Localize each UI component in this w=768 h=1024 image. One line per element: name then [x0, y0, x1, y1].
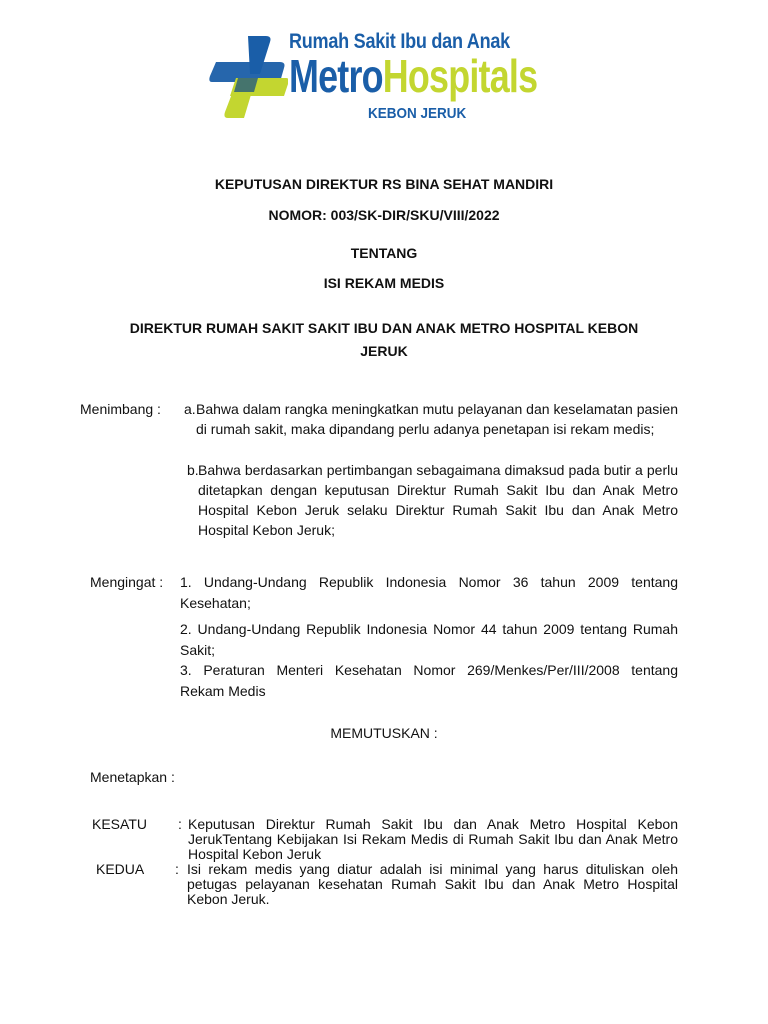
- mengingat-item-2: 2. Undang-Undang Republik Indonesia Nomor 44 tahun 2009 tentang Rumah Sakit;: [180, 621, 678, 658]
- kedua-label: KEDUA: [96, 861, 145, 877]
- logo-wordmark: [289, 49, 537, 103]
- decree-title: KEPUTUSAN DIREKTUR RS BINA SEHAT MANDIRI: [214, 176, 554, 192]
- mengingat-item-1: 1. Undang-Undang Republik Indonesia Nomor 36 tahun 2009 tentang Kesehatan;: [180, 574, 678, 611]
- logo-location: KEBON JERUK: [368, 105, 467, 122]
- director-line1: DIREKTUR RUMAH SAKIT SAKIT IBU DAN ANAK METRO HOSPITAL KEBON: [129, 320, 639, 336]
- menetapkan-label: Menetapkan :: [90, 769, 175, 785]
- director-line2: JERUK: [360, 343, 408, 359]
- logo-tagline: Rumah Sakit Ibu dan Anak: [289, 30, 510, 53]
- decree-number: NOMOR: 003/SK-DIR/SKU/VIII/2022: [268, 207, 500, 223]
- kesatu-label: KESATU: [92, 816, 147, 832]
- cross-logo-icon: [208, 34, 288, 120]
- kedua-colon: :: [175, 861, 179, 877]
- memutuskan-heading: MEMUTUSKAN :: [330, 725, 438, 741]
- kesatu-colon: :: [178, 816, 182, 832]
- menimbang-b-text: Bahwa berdasarkan pertimbangan sebagaimana dimaksud pada butir a perlu ditetapkan dengan keputusan Direktur Rumah Sakit Ibu dan Anak Metro Hospital Kebon Jeruk selaku Direktur Rumah Sakit Ibu dan Anak Metro Hospital Kebon Jeruk;: [198, 462, 678, 538]
- tentang-heading: TENTANG: [350, 245, 418, 261]
- logo-hospitals: Hospitals: [382, 50, 538, 102]
- menimbang-label: Menimbang :: [80, 401, 161, 417]
- kesatu-text: Keputusan Direktur Rumah Sakit Ibu dan Anak Metro Hospital Kebon JerukTentang Kebijakan Isi Rekam Medis di Rumah Sakit Ibu dan Anak Metro Hospital Kebon Jeruk: [188, 816, 678, 862]
- menimbang-a-text: Bahwa dalam rangka meningkatkan mutu pelayanan dan keselamatan pasien di rumah sakit, maka dipandang perlu adanya penetapan isi rekam medis;: [196, 401, 678, 437]
- mengingat-item-3: 3. Peraturan Menteri Kesehatan Nomor 269/Menkes/Per/III/2008 tentang Rekam Medis: [180, 662, 678, 699]
- mengingat-label: Mengingat :: [90, 574, 164, 590]
- menimbang-b-marker: b.: [187, 462, 199, 478]
- decree-subject: ISI REKAM MEDIS: [323, 275, 445, 291]
- kedua-text: Isi rekam medis yang diatur adalah isi minimal yang harus dituliskan oleh petugas pelayanan kesehatan Rumah Sakit Ibu dan Anak Metro Hospital Kebon Jeruk.: [187, 861, 678, 907]
- menimbang-a-marker: a.: [184, 401, 196, 417]
- logo-metro: Metro: [289, 50, 383, 102]
